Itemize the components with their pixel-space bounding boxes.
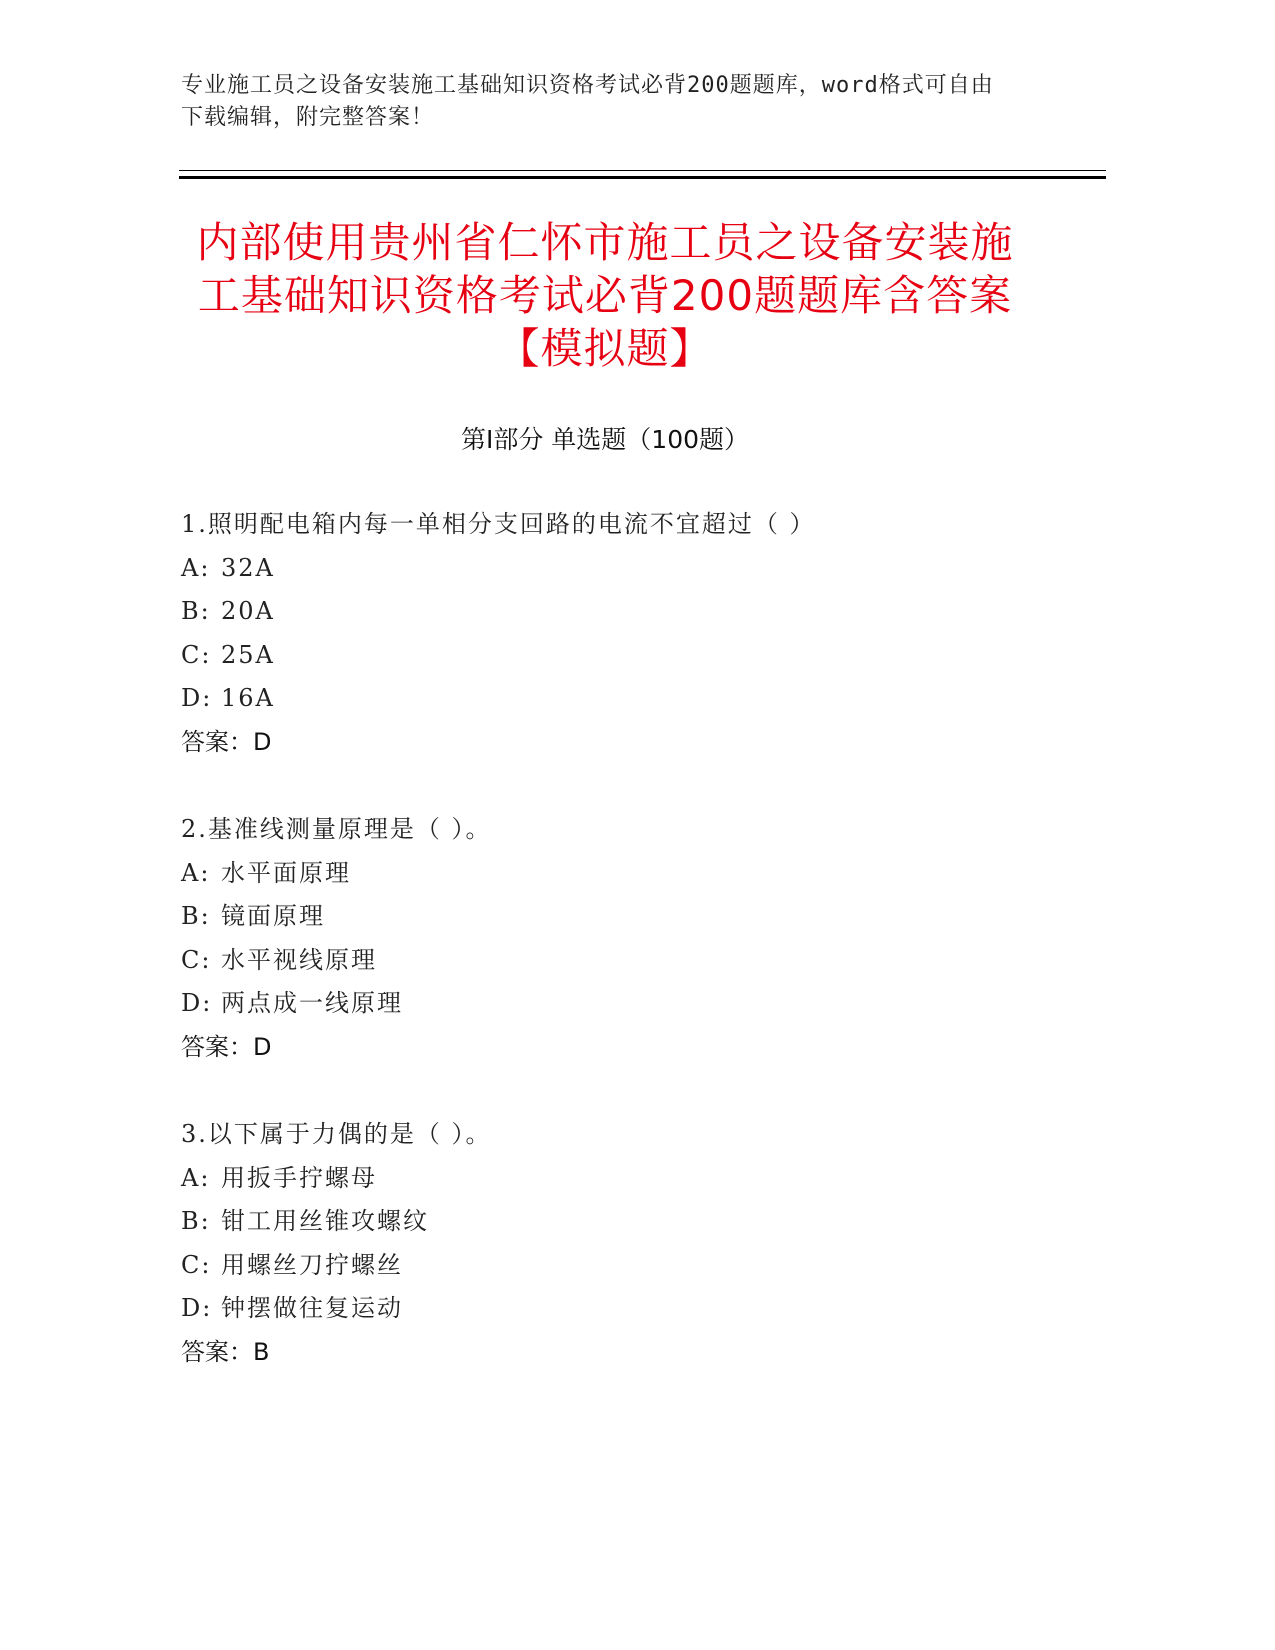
option-text: 水平视线原理 — [221, 945, 377, 974]
title-line-3: 【模拟题】 — [497, 324, 713, 373]
option-label: C: — [181, 640, 212, 669]
option-label: A: — [181, 1163, 211, 1192]
option-label: D: — [181, 989, 213, 1017]
option-label: B: — [181, 597, 211, 625]
question-stem: 2.基准线测量原理是（ ）。 — [181, 815, 492, 843]
option-label: C: — [181, 945, 212, 974]
option-c — [181, 1244, 1081, 1288]
option-b — [181, 590, 1081, 634]
option-label: A: — [181, 858, 211, 887]
option-text: 钟摆做往复运动 — [221, 1294, 403, 1322]
option-c — [181, 634, 1081, 678]
intro-text — [181, 70, 1041, 134]
option-d — [181, 1287, 1081, 1331]
option-label: D: — [181, 1294, 213, 1322]
header-divider-thick — [179, 176, 1106, 179]
option-label: C: — [181, 1250, 212, 1279]
question-1 — [181, 503, 1081, 764]
option-text: 25A — [221, 640, 275, 669]
option-label: B: — [181, 1207, 211, 1235]
option-c — [181, 939, 1081, 983]
option-a — [181, 547, 1081, 591]
option-text: 32A — [221, 553, 275, 582]
option-label: A: — [181, 553, 211, 582]
option-a — [181, 1157, 1081, 1201]
option-a — [181, 852, 1081, 896]
option-text: 水平面原理 — [221, 858, 351, 887]
option-d — [181, 677, 1081, 721]
title-line-2: 工基础知识资格考试必背200题题库含答案 — [197, 271, 1013, 320]
section-heading: 第Ⅰ部分 单选题（100题） — [460, 425, 750, 454]
option-b — [181, 1200, 1081, 1244]
intro-line-1: 专业施工员之设备安装施工基础知识资格考试必背200题题库，word格式可自由 — [181, 73, 994, 98]
option-text: 用螺丝刀拧螺丝 — [221, 1250, 403, 1279]
question-stem: 3.以下属于力偶的是（ ）。 — [181, 1120, 492, 1148]
document-title — [180, 216, 1030, 375]
option-text: 用扳手拧螺母 — [221, 1163, 377, 1192]
option-text: 镜面原理 — [221, 902, 325, 930]
option-d — [181, 982, 1081, 1026]
option-text: 钳工用丝锥攻螺纹 — [221, 1207, 429, 1235]
title-line-1: 内部使用贵州省仁怀市施工员之设备安装施 — [196, 218, 1014, 267]
option-text: 20A — [221, 597, 275, 625]
question-3 — [181, 1113, 1081, 1374]
question-2 — [181, 808, 1081, 1069]
intro-line-2: 下载编辑，附完整答案！ — [181, 105, 435, 130]
option-label: B: — [181, 902, 211, 930]
answer-line: 答案：B — [181, 1337, 270, 1366]
answer-line: 答案：D — [181, 1032, 272, 1061]
option-label: D: — [181, 684, 213, 712]
option-text: 16A — [221, 684, 275, 712]
header-divider-thin — [179, 170, 1106, 171]
question-stem: 1.照明配电箱内每一单相分支回路的电流不宜超过（ ） — [181, 510, 816, 538]
answer-line: 答案：D — [181, 727, 272, 756]
option-text: 两点成一线原理 — [221, 989, 403, 1017]
option-b — [181, 895, 1081, 939]
